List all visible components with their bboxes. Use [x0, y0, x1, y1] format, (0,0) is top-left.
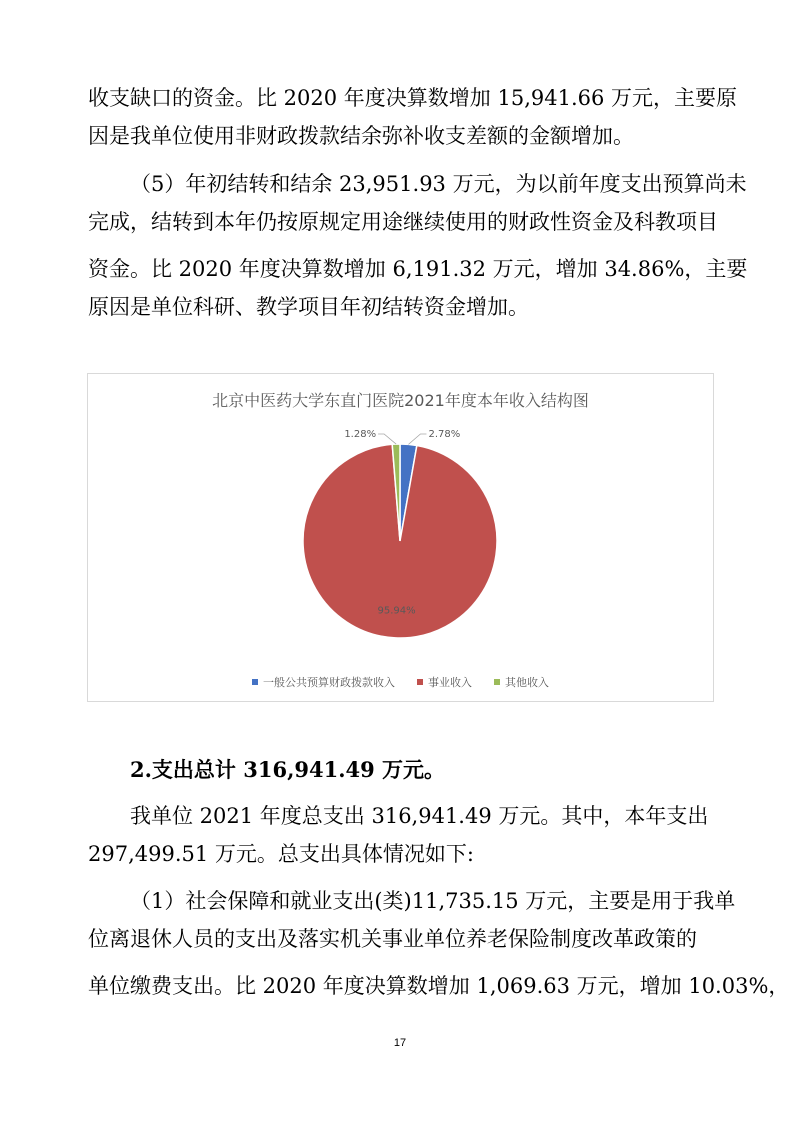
paragraph-line: （5）年初结转和结余 23,951.93 万元，为以前年度支出预算尚未 — [130, 172, 747, 196]
section-heading: 2.支出总计 316,941.49 万元。 — [130, 757, 446, 782]
paragraph-line: 297,499.51 万元。总支出具体情况如下: — [88, 842, 474, 866]
data-label-other: 1.28% — [344, 429, 377, 440]
paragraph-line: 完成，结转到本年仍按原规定用途继续使用的财政性资金及科教项目 — [88, 210, 718, 234]
data-label-fiscal: 2.78% — [428, 429, 461, 440]
legend-label-fiscal: 一般公共预算财政拨款收入 — [263, 676, 395, 689]
paragraph-line: 资金。比 2020 年度决算数增加 6,191.32 万元，增加 34.86%，主要 — [88, 257, 748, 281]
legend-label-other: 其他收入 — [505, 676, 549, 689]
paragraph-line: （1）社会保障和就业支出(类)11,735.15 万元，主要是用于我单 — [130, 889, 736, 913]
chart-legend — [88, 674, 713, 690]
legend-swatch-business — [417, 679, 423, 685]
data-label-business: 95.94% — [377, 605, 416, 617]
legend-item-fiscal — [252, 674, 395, 690]
paragraph-line: 单位缴费支出。比 2020 年度决算数增加 1,069.63 万元，增加 10.03%， — [88, 974, 790, 998]
paragraph-line: 我单位 2021 年度总支出 316,941.49 万元。其中，本年支出 — [130, 804, 709, 828]
chart-title: 北京中医药大学东直门医院2021年度本年收入结构图 — [212, 391, 589, 410]
paragraph-line: 因是我单位使用非财政拨款结余弥补收支差额的金额增加。 — [88, 124, 634, 148]
data-label-fiscal-leader — [408, 434, 426, 444]
data-label-other-leader — [378, 434, 396, 444]
legend-swatch-other — [494, 679, 500, 685]
paragraph-line: 位离退休人员的支出及落实机关事业单位养老保险制度改革政策的 — [88, 927, 697, 951]
legend-item-business — [417, 674, 472, 690]
pie-chart — [87, 373, 714, 702]
legend-item-other — [494, 674, 549, 690]
legend-swatch-fiscal — [252, 679, 258, 685]
legend-label-business: 事业收入 — [428, 676, 472, 689]
paragraph-line: 原因是单位科研、教学项目年初结转资金增加。 — [88, 295, 529, 319]
page-number: 17 — [393, 1037, 407, 1049]
paragraph-line: 收支缺口的资金。比 2020 年度决算数增加 15,941.66 万元，主要原 — [88, 86, 738, 110]
pie-svg — [88, 374, 713, 674]
